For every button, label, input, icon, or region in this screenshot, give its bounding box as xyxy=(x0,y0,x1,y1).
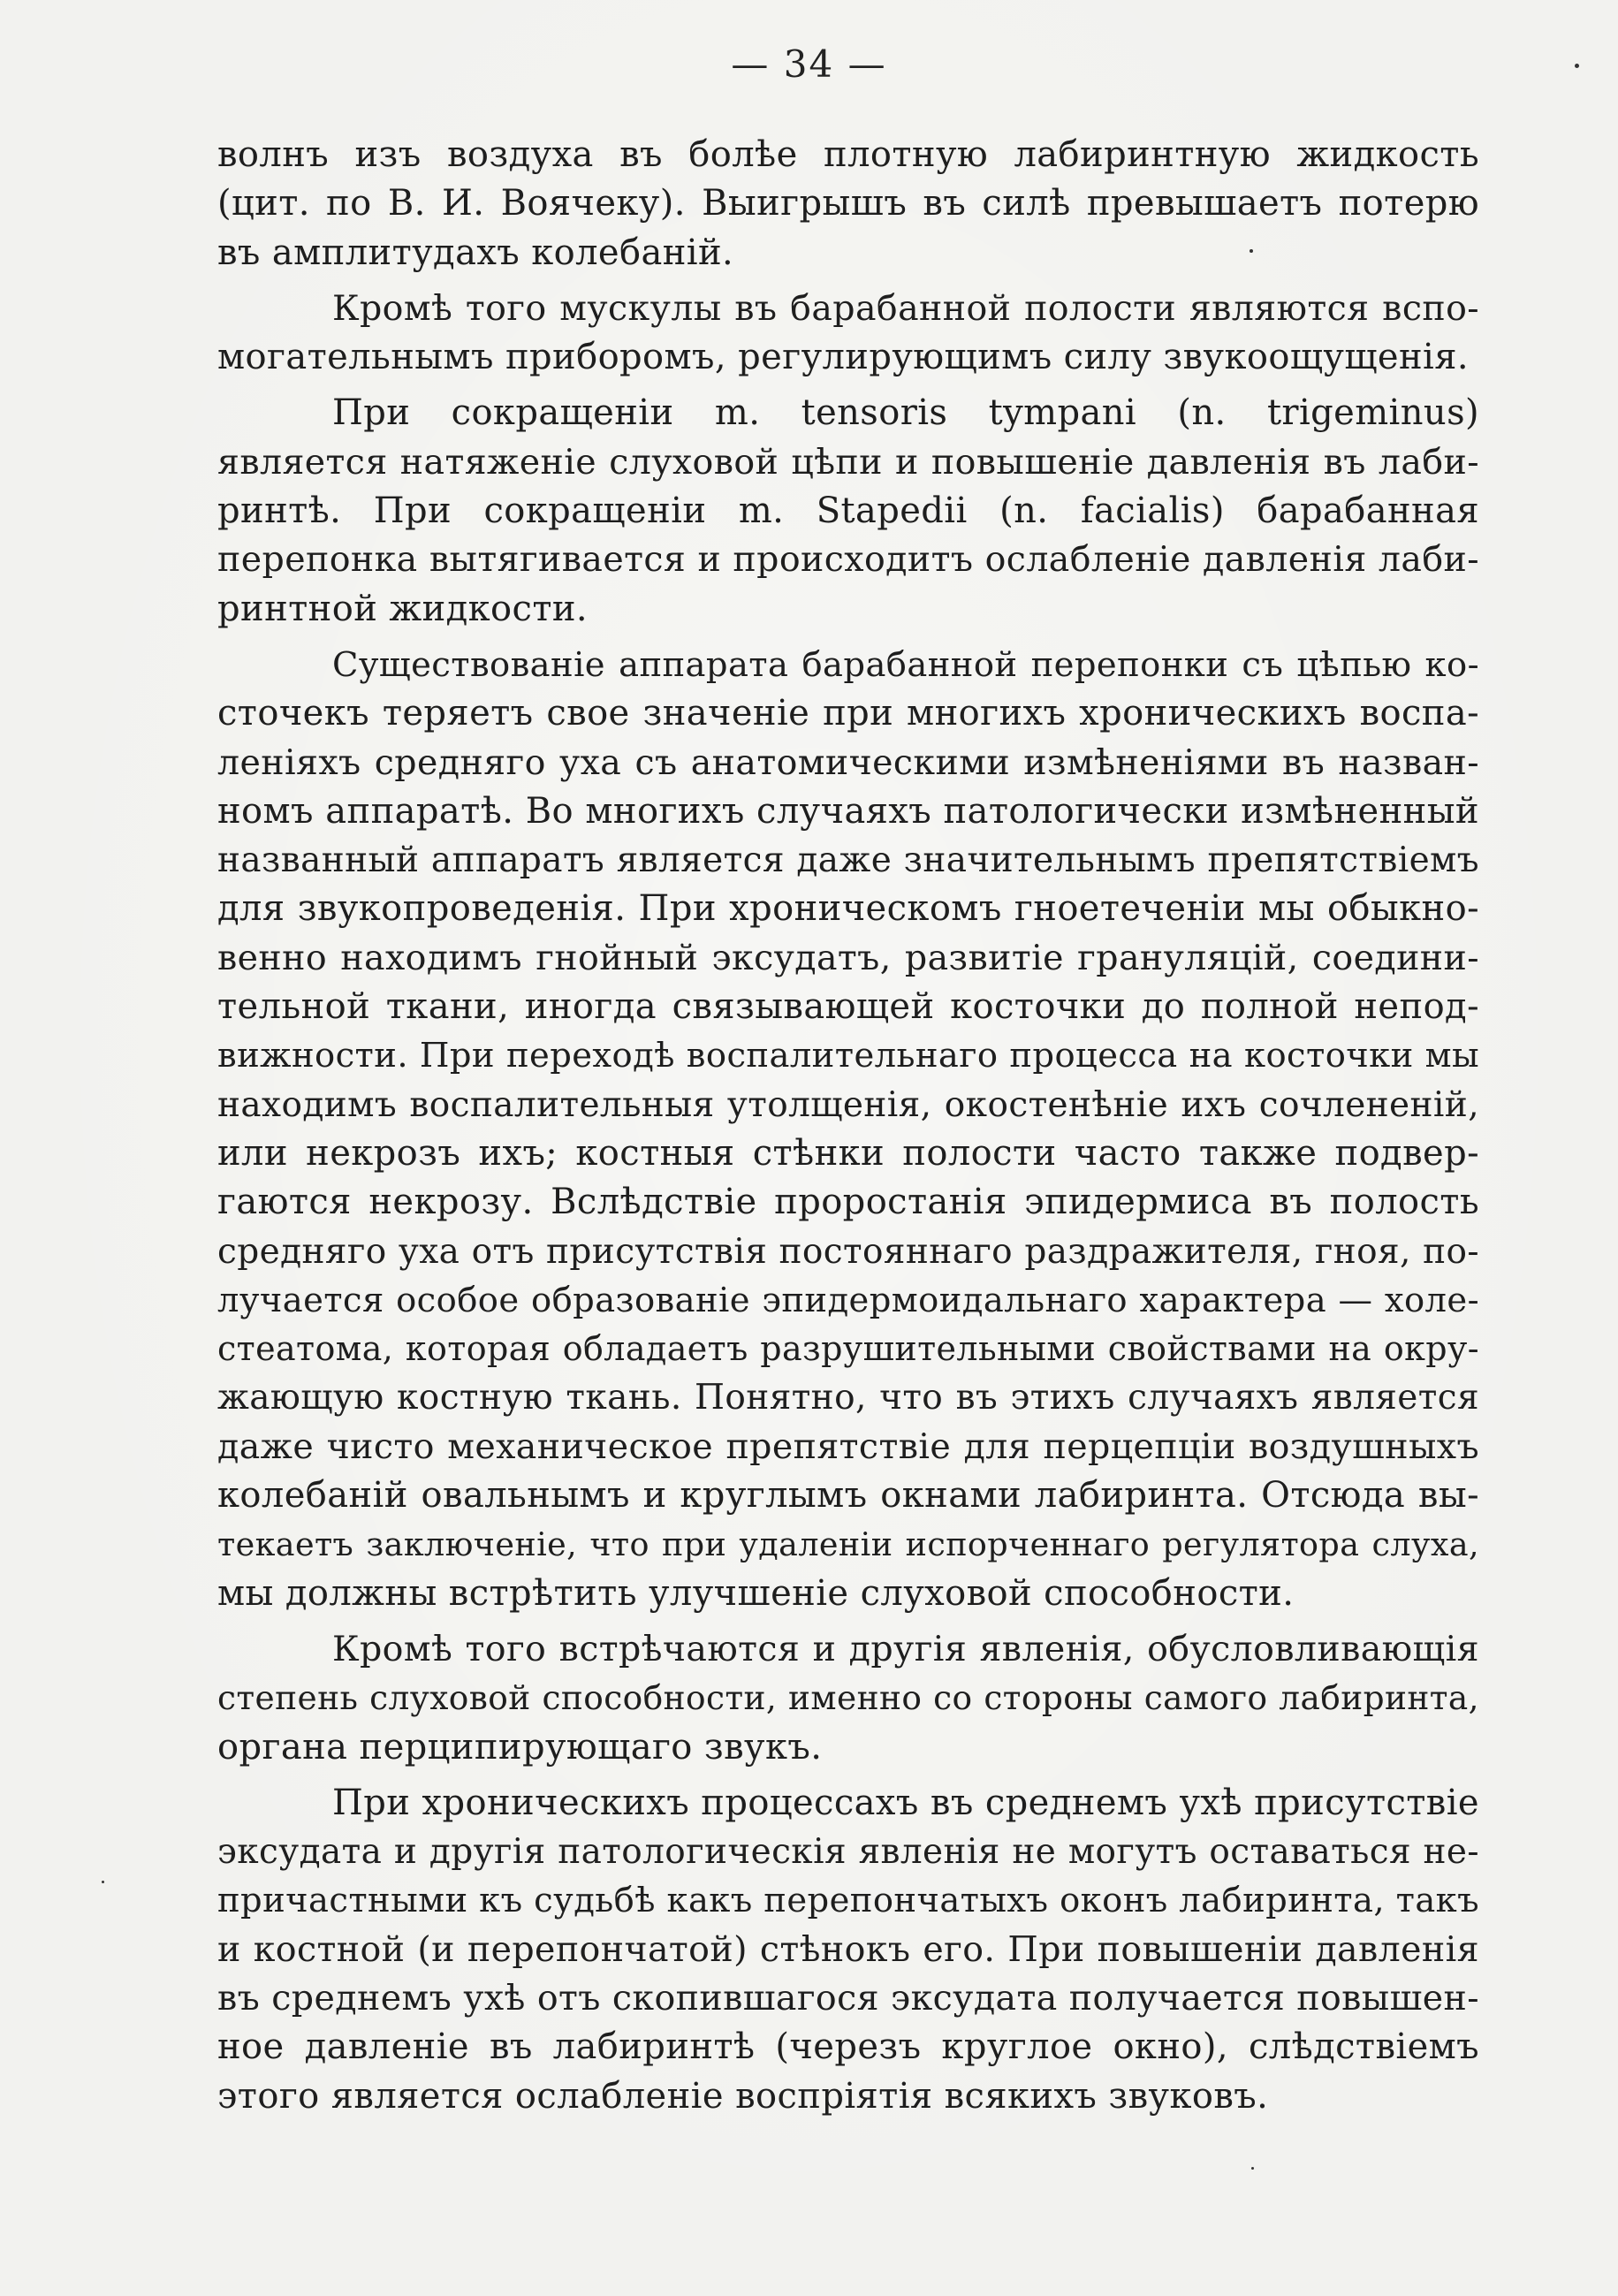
text-line: При сокращеніи m. tensoris tympani (n. trigeminus) xyxy=(332,392,1479,434)
text-line: находимъ воспалительныя утолщенія, окостенѣніе ихъ сочлененій, xyxy=(217,1084,1479,1125)
ink-speck xyxy=(102,1881,104,1883)
paragraph xyxy=(217,641,1479,1618)
text-line: колебаній овальнымъ и круглымъ окнами лабиринта. Отсюда вы- xyxy=(217,1475,1479,1517)
text-line: перепонка вытягивается и происходитъ ослабленіе давленія лаби- xyxy=(217,539,1479,581)
body-text xyxy=(217,131,1479,2121)
text-line: является натяженіе слуховой цѣпи и повышеніе давленія въ лаби- xyxy=(217,441,1479,483)
text-line: ное давленіе въ лабиринтѣ (черезъ круглое окно), слѣдствіемъ xyxy=(217,2026,1479,2068)
text-line: этого является ослабленіе воспріятія всякихъ звуковъ. xyxy=(217,2075,1269,2117)
text-line: причастными къ судьбѣ какъ перепончатыхъ оконъ лабиринта, такъ xyxy=(217,1881,1479,1921)
text-line: степень слуховой способности, именно со стороны самого лабиринта, xyxy=(217,1678,1479,1718)
text-line: Кромѣ того встрѣчаются и другія явленія, обусловливающія xyxy=(332,1628,1479,1669)
text-line: мы должны встрѣтить улучшеніе слуховой способности. xyxy=(217,1572,1295,1614)
text-line: названный аппаратъ является даже значительнымъ препятствіемъ xyxy=(217,840,1479,881)
text-line: леніяхъ средняго уха съ анатомическими измѣненіями въ назван- xyxy=(217,741,1479,783)
text-line: номъ аппаратѣ. Во многихъ случаяхъ патологически измѣненный xyxy=(217,790,1479,832)
ink-speck xyxy=(1251,2167,1254,2170)
text-line: Существованіе аппарата барабанной перепонки съ цѣпью ко- xyxy=(332,644,1479,685)
text-line: ринтѣ. При сокращеніи m. Stapedii (n. facialis) барабанная xyxy=(217,490,1479,532)
text-line: эксудата и другія патологическія явленія не могутъ оставаться не- xyxy=(217,1832,1479,1873)
text-line: стеатома, которая обладаетъ разрушительными свойствами на окру- xyxy=(217,1329,1479,1369)
text-line: средняго уха отъ присутствія постояннаго раздражителя, гноя, по- xyxy=(217,1231,1479,1272)
text-line: гаются некрозу. Вслѣдствіе проростанія эпидермиса въ полость xyxy=(217,1182,1479,1223)
text-line: лучается особое образованіе эпидермоидальнаго характера — холе- xyxy=(217,1280,1479,1320)
text-line: для звукопроведенія. При хроническомъ гноетеченіи мы обыкно- xyxy=(217,888,1479,930)
text-line: могательнымъ приборомъ, регулирующимъ силу звукоощущенія. xyxy=(217,337,1470,378)
text-line: даже чисто механическое препятствіе для перцепціи воздушныхъ xyxy=(217,1425,1479,1467)
page-number: — 34 — xyxy=(731,42,887,86)
paragraph xyxy=(217,1625,1479,1772)
text-line: Кромѣ того мускулы въ барабанной полости являются вспо- xyxy=(332,287,1479,329)
text-line: При хроническихъ процессахъ въ среднемъ ухѣ присутствіе xyxy=(332,1782,1479,1823)
text-line: волнъ изъ воздуха въ болѣе плотную лабиринтную жидкость xyxy=(217,134,1479,175)
ink-speck xyxy=(1575,64,1579,68)
paragraph xyxy=(217,131,1479,277)
text-line: или некрозъ ихъ; костныя стѣнки полости часто также подвер- xyxy=(217,1132,1479,1174)
paragraph xyxy=(217,389,1479,633)
text-line: въ среднемъ ухѣ отъ скопившагося эксудата получается повышен- xyxy=(217,1977,1479,2019)
text-line: органа перципирующаго звукъ. xyxy=(217,1726,823,1768)
paragraph xyxy=(217,1779,1479,2121)
text-line: сточекъ теряетъ свое значеніе при многихъ хроническихъ воспа- xyxy=(217,693,1479,734)
text-line: текаетъ заключеніе, что при удаленіи испорченнаго регулятора слуха, xyxy=(217,1525,1479,1564)
ink-speck xyxy=(1250,249,1253,253)
text-line: и костной (и перепончатой) стѣнокъ его. При повышеніи давленія xyxy=(217,1928,1479,1970)
text-line: тельной ткани, иногда связывающей косточки до полной непод- xyxy=(217,986,1479,1028)
text-line: (цит. по В. И. Воячеку). Выигрышъ въ силѣ превышаетъ потерю xyxy=(217,183,1479,224)
paragraph xyxy=(217,285,1479,383)
text-line: вижности. При переходѣ воспалительнаго процесса на косточки мы xyxy=(217,1036,1479,1076)
text-line: ринтной жидкости. xyxy=(217,588,589,629)
text-line: жающую костную ткань. Понятно, что въ этихъ случаяхъ является xyxy=(217,1378,1479,1418)
text-line: венно находимъ гнойный эксудатъ, развитіе грануляцій, соедини- xyxy=(217,937,1479,978)
text-line: въ амплитудахъ колебаній. xyxy=(217,232,734,273)
